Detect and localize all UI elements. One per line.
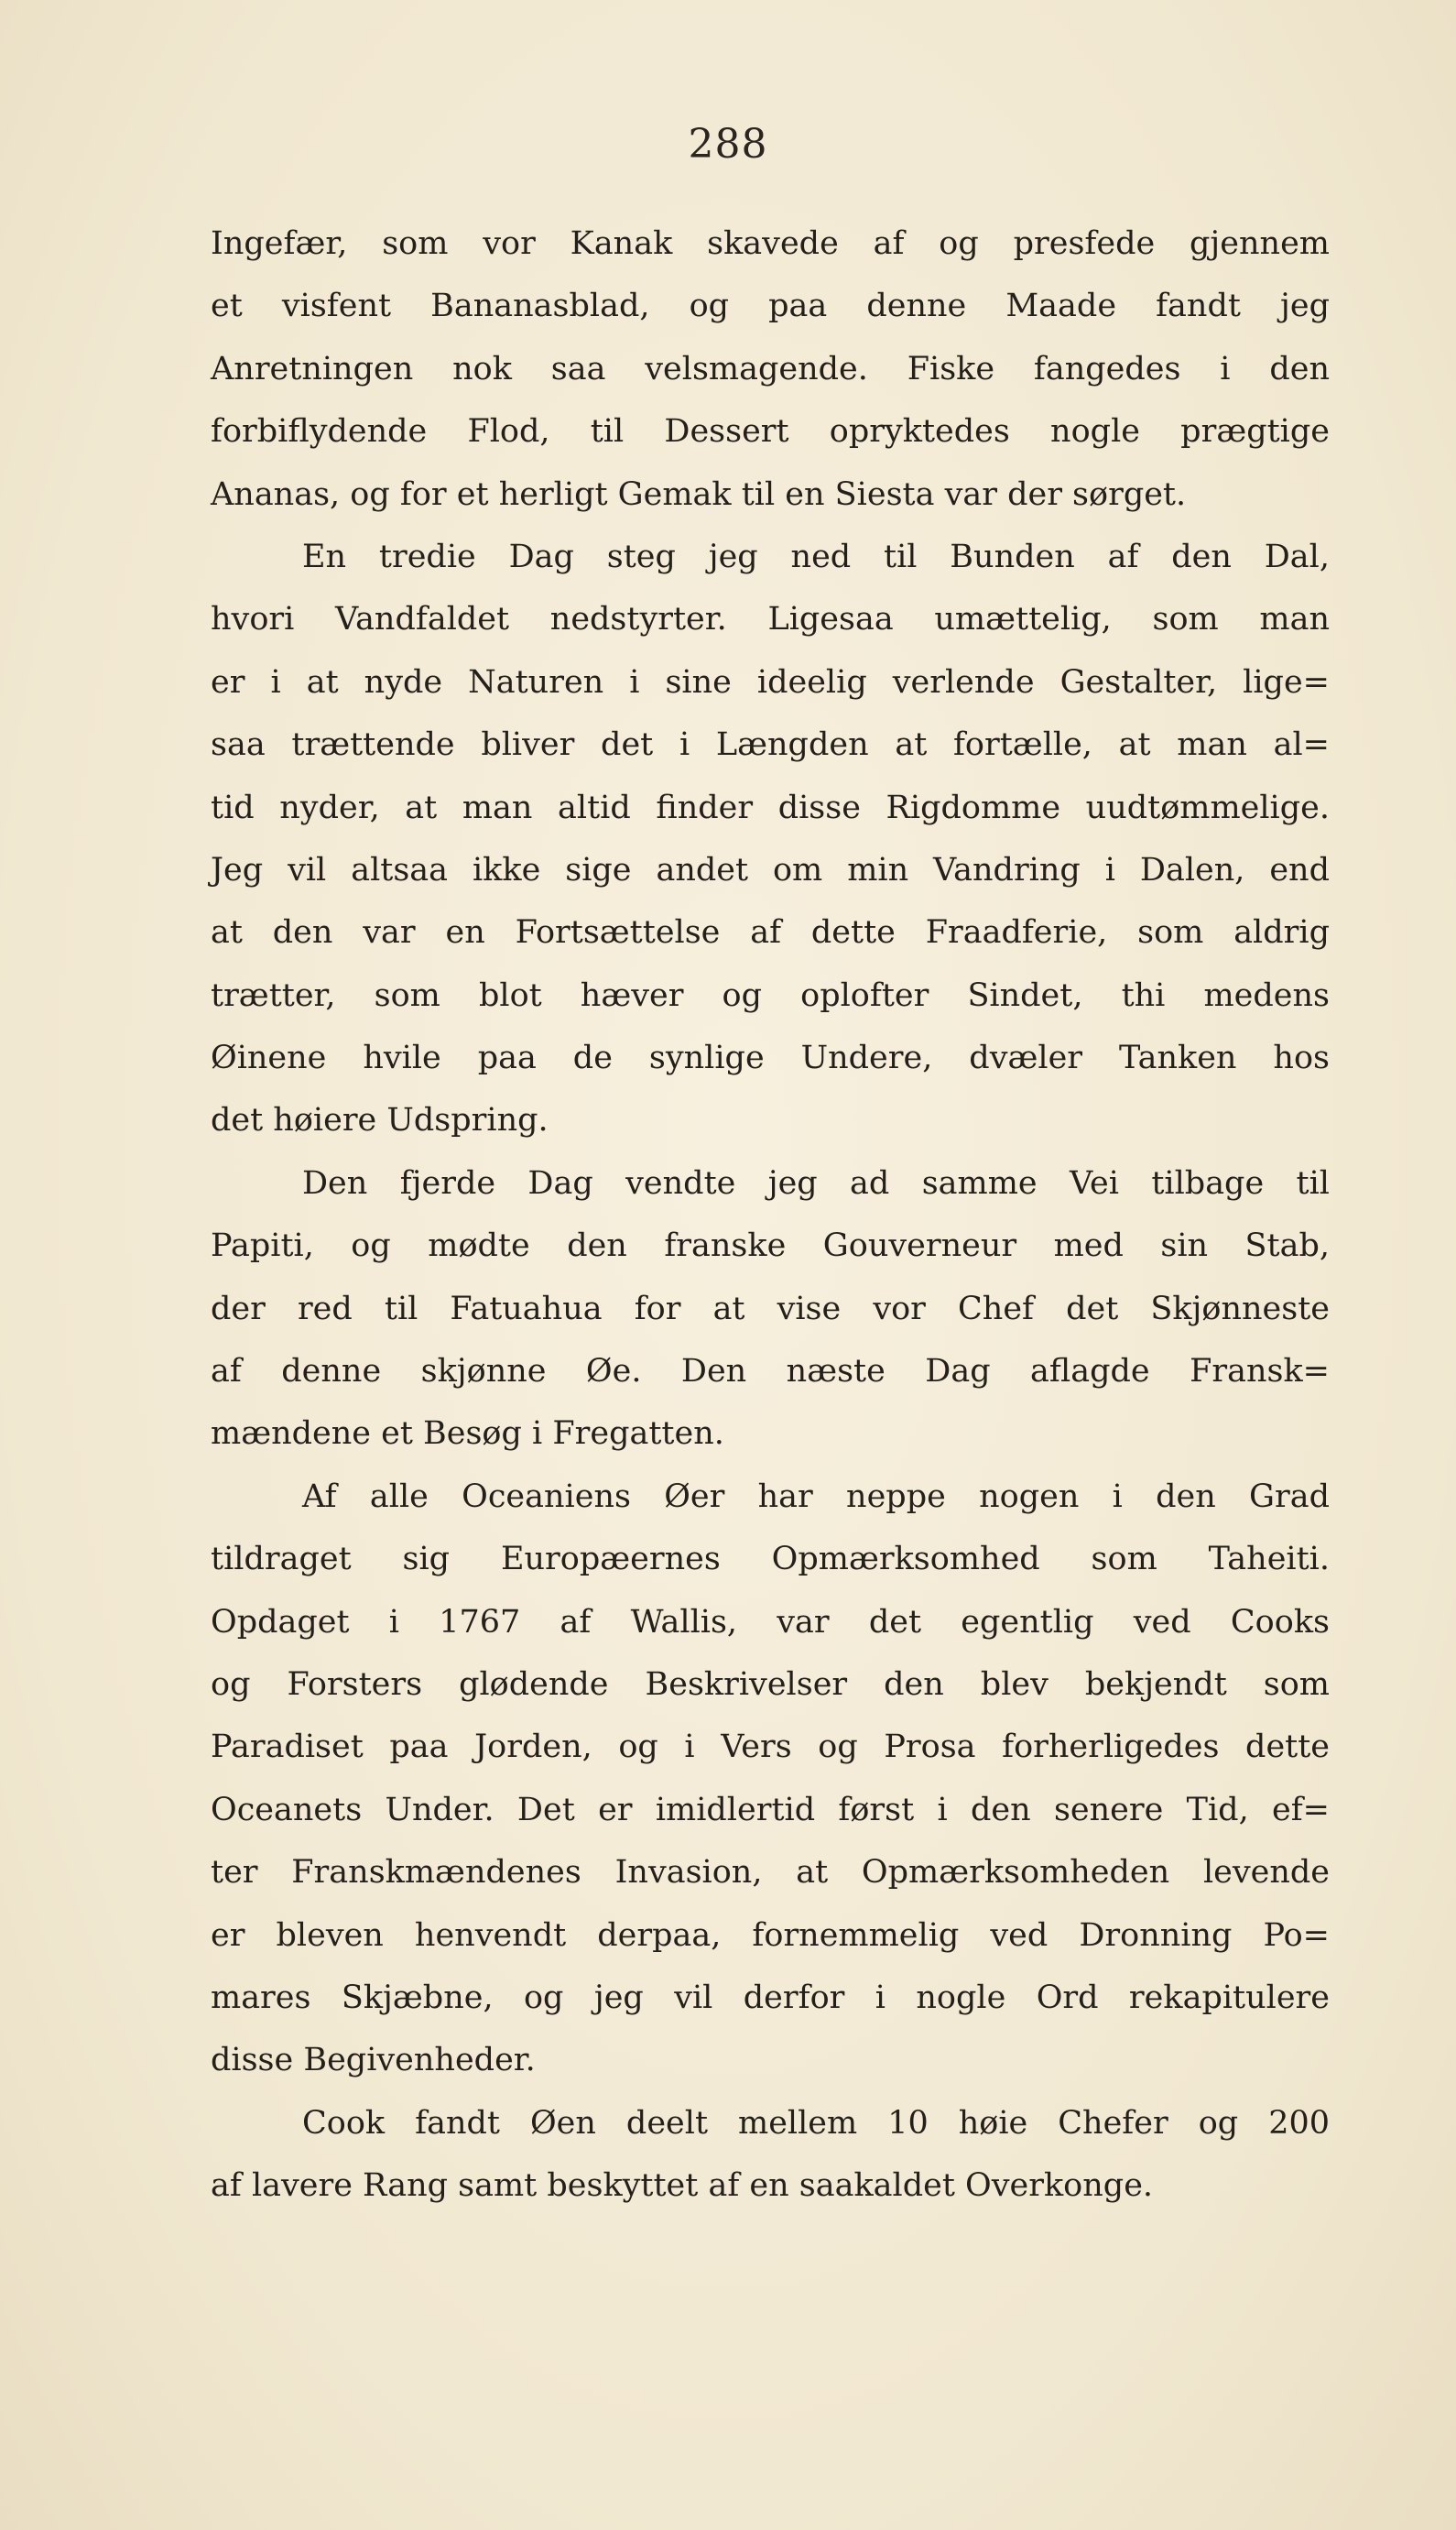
text-line: Jeg vil altsaa ikke sige andet om min Vandring i Dalen, end bbox=[211, 851, 1330, 889]
text-line: at den var en Fortsættelse af dette Fraadferie, som aldrig bbox=[211, 914, 1330, 952]
text-line: Af alle Oceaniens Øer har neppe nogen i den Grad bbox=[302, 1478, 1330, 1515]
text-line: mares Skjæbne, og jeg vil derfor i nogle Ord rekapitulere bbox=[211, 1979, 1330, 2016]
text-line: Papiti, og mødte den franske Gouverneur med sin Stab, bbox=[211, 1227, 1330, 1265]
text-line: hvori Vandfaldet nedstyrter. Ligesaa umættelig, som man bbox=[211, 601, 1330, 638]
text-line: Cook fandt Øen deelt mellem 10 høie Chefer og 200 bbox=[302, 2104, 1330, 2142]
body-text bbox=[211, 213, 1330, 2218]
text-line: Opdaget i 1767 af Wallis, var det egentlig ved Cooks bbox=[211, 1603, 1330, 1641]
text-line: det høiere Udspring. bbox=[211, 1102, 549, 1140]
text-line: Anretningen nok saa velsmagende. Fiske fangedes i den bbox=[211, 350, 1330, 387]
text-line: er bleven henvendt derpaa, fornemmelig ved Dronning Po= bbox=[211, 1916, 1330, 1954]
page-number: 288 bbox=[688, 121, 768, 168]
text-line: Den fjerde Dag vendte jeg ad samme Vei tilbage til bbox=[302, 1164, 1330, 1202]
text-line: der red til Fatuahua for at vise vor Chef det Skjønneste bbox=[211, 1290, 1330, 1327]
text-line: Paradiset paa Jorden, og i Vers og Prosa forherligedes dette bbox=[211, 1728, 1330, 1766]
text-line: trætter, som blot hæver og oplofter Sindet, thi medens bbox=[211, 976, 1330, 1014]
text-line: En tredie Dag steg jeg ned til Bunden af den Dal, bbox=[302, 538, 1330, 575]
text-line: mændene et Besøg i Fregatten. bbox=[211, 1415, 724, 1453]
text-line: er i at nyde Naturen i sine ideelig verlende Gestalter, lige= bbox=[211, 663, 1330, 701]
text-line: og Forsters glødende Beskrivelser den blev bekjendt som bbox=[211, 1665, 1330, 1703]
text-line: saa trættende bliver det i Længden at fortælle, at man al= bbox=[211, 726, 1330, 764]
text-line: Ingefær, som vor Kanak skavede af og presfede gjennem bbox=[211, 225, 1330, 262]
text-line: disse Begivenheder. bbox=[211, 2042, 536, 2079]
text-line: Øinene hvile paa de synlige Undere, dvæler Tanken hos bbox=[211, 1040, 1330, 1077]
text-line: ter Franskmændenes Invasion, at Opmærksomheden levende bbox=[211, 1854, 1330, 1892]
text-line: tid nyder, at man altid finder disse Rigdomme uudtømmelige. bbox=[211, 789, 1330, 826]
text-line: forbiflydende Flod, til Dessert opryktedes nogle prægtige bbox=[211, 413, 1330, 451]
text-line: Ananas, og for et herligt Gemak til en Siesta var der sørget. bbox=[211, 475, 1187, 513]
text-line: af lavere Rang samt beskyttet af en saakaldet Overkonge. bbox=[211, 2167, 1154, 2205]
text-line: af denne skjønne Øe. Den næste Dag aflagde Fransk= bbox=[211, 1353, 1330, 1390]
text-line: et visfent Bananasblad, og paa denne Maade fandt jeg bbox=[211, 288, 1330, 325]
text-line: Oceanets Under. Det er imidlertid først i den senere Tid, ef= bbox=[211, 1791, 1330, 1828]
text-line: tildraget sig Europæernes Opmærksomhed som Taheiti. bbox=[211, 1541, 1330, 1578]
